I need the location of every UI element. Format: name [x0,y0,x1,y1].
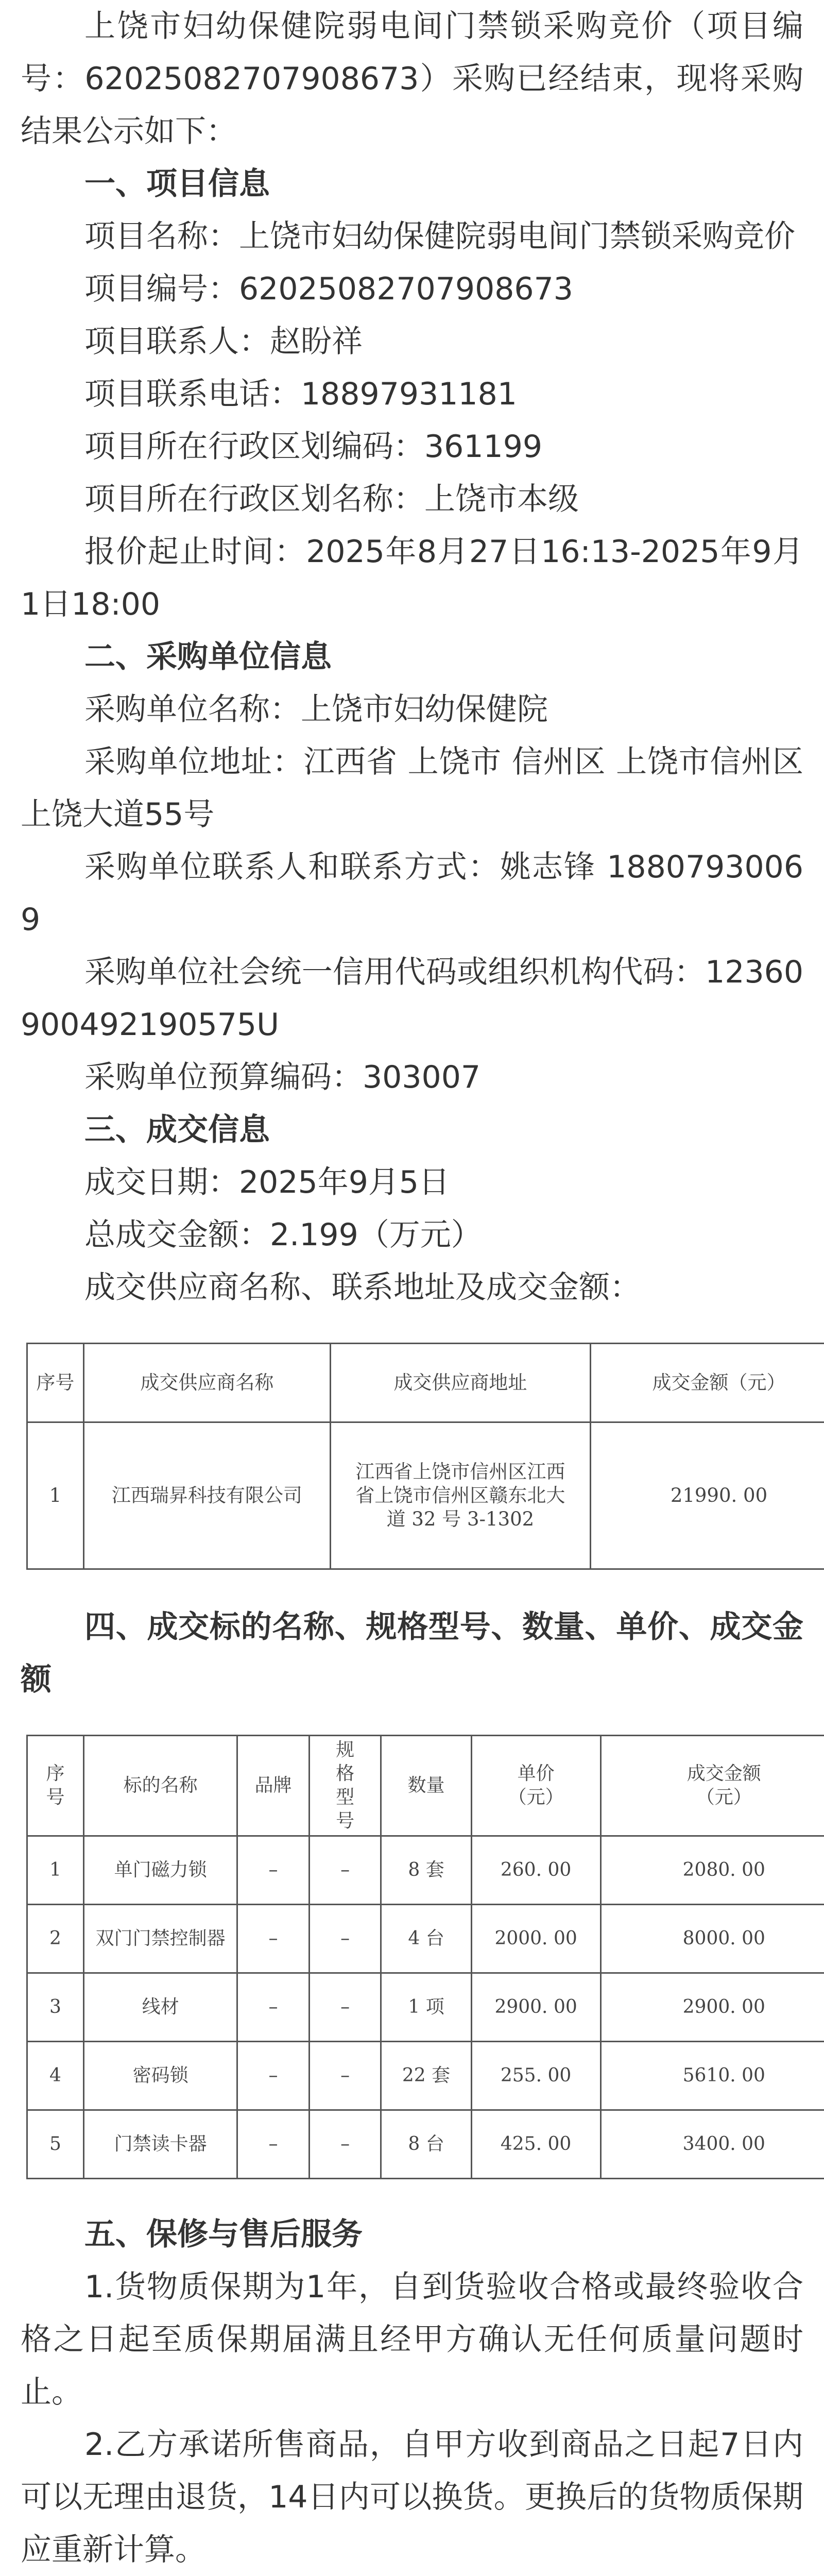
warranty-item-2: 2.乙方承诺所售商品，自甲方收到商品之日起7日内可以无理由退货，14日内可以换货。更换后的货物质保期应重新计算。 [21,2427,803,2568]
purchaser-budget-code: 采购单位预算编码：303007 [84,1059,481,1095]
section3-heading: 三、成交信息 [84,1112,270,1148]
header-cell: 成交金额（元） [590,1344,824,1422]
warranty-item-1: 1.货物质保期为1年，自到货验收合格或最终验收合格之日起至质保期届满且经甲方确认无任何质量问题时止。 [21,2269,803,2410]
item-brand: – [237,2042,309,2110]
item-brand: – [237,2110,309,2179]
region-name: 项目所在行政区划名称：上饶市本级 [84,481,579,517]
table-header-row [27,1344,824,1422]
table-row [27,1836,824,1905]
item-model: – [309,2042,381,2110]
table-header-row [27,1736,824,1836]
project-contact: 项目联系人：赵盼祥 [84,324,363,360]
row-number: 5 [27,2110,84,2179]
item-amount: 3400. 00 [600,2110,824,2179]
header-cell: 成交供应商地址 [330,1344,590,1422]
supplier-address: 江西省上饶市信州区江西省上饶市信州区赣东北大道 32 号 3-1302 [330,1422,590,1569]
item-unit-price: 2900. 00 [471,1973,600,2042]
purchaser-name: 采购单位名称：上饶市妇幼保健院 [84,691,548,727]
row-number: 2 [27,1905,84,1973]
items-table [26,1735,824,2179]
purchaser-credit-code: 采购单位社会统一信用代码或组织机构代码：12360900492190575U [21,954,803,1043]
item-amount: 5610. 00 [600,2042,824,2110]
header-cell: 数量 [381,1736,471,1836]
item-unit-price: 260. 00 [471,1836,600,1905]
item-name: 双门门禁控制器 [83,1905,237,1973]
header-cell: 单价（元） [471,1736,600,1836]
header-cell: 标的名称 [83,1736,237,1836]
purchaser-address: 采购单位地址：江西省 上饶市 信州区 上饶市信州区上饶大道55号 [21,744,803,833]
supplier-amount: 21990. 00 [590,1422,824,1569]
table-row [27,1905,824,1973]
total-amount: 总成交金额：2.199（万元） [84,1217,482,1253]
intro-paragraph: 上饶市妇幼保健院弱电间门禁锁采购竞价（项目编号：62025082707908673）采购已经结束，现将采购结果公示如下： [21,8,803,149]
item-quantity: 22 套 [381,2042,471,2110]
supplier-table-caption: 成交供应商名称、联系地址及成交金额： [84,1269,641,1306]
item-unit-price: 2000. 00 [471,1905,600,1973]
item-quantity: 1 项 [381,1973,471,2042]
row-number: 1 [27,1422,84,1569]
row-number: 1 [27,1836,84,1905]
project-name: 项目名称：上饶市妇幼保健院弱电间门禁锁采购竞价 [84,218,795,255]
item-model: – [309,1836,381,1905]
table-row [27,1973,824,2042]
item-quantity: 8 套 [381,1836,471,1905]
item-brand: – [237,1836,309,1905]
deal-date: 成交日期：2025年9月5日 [84,1164,450,1200]
row-number: 4 [27,2042,84,2110]
supplier-table [26,1343,824,1570]
section1-heading: 一、项目信息 [84,166,270,202]
table-row [27,2110,824,2179]
header-cell: 规格型号 [309,1736,381,1836]
project-phone: 项目联系电话：18897931181 [84,376,517,412]
item-name: 线材 [83,1973,237,2042]
item-name: 单门磁力锁 [83,1836,237,1905]
region-code: 项目所在行政区划编码：361199 [84,429,543,465]
header-cell: 序号 [27,1736,84,1836]
section5-heading: 五、保修与售后服务 [84,2216,363,2252]
item-brand: – [237,1973,309,2042]
item-name: 密码锁 [83,2042,237,2110]
quote-period: 报价起止时间：2025年8月27日16:13-2025年9月1日18:00 [21,534,803,622]
item-amount: 2080. 00 [600,1836,824,1905]
item-unit-price: 255. 00 [471,2042,600,2110]
row-number: 3 [27,1973,84,2042]
item-model: – [309,1905,381,1973]
item-model: – [309,2110,381,2179]
item-model: – [309,1973,381,2042]
item-amount: 2900. 00 [600,1973,824,2042]
supplier-name: 江西瑞昇科技有限公司 [83,1422,330,1569]
item-unit-price: 425. 00 [471,2110,600,2179]
item-quantity: 4 台 [381,1905,471,1973]
section2-heading: 二、采购单位信息 [84,639,332,675]
table-row [27,2042,824,2110]
item-amount: 8000. 00 [600,1905,824,1973]
project-number: 项目编号：62025082707908673 [84,271,573,307]
item-name: 门禁读卡器 [83,2110,237,2179]
header-cell: 品牌 [237,1736,309,1836]
header-cell: 成交金额（元） [600,1736,824,1836]
item-brand: – [237,1905,309,1973]
purchaser-contact: 采购单位联系人和联系方式：姚志锋 18807930069 [21,849,803,938]
header-cell: 成交供应商名称 [83,1344,330,1422]
table-row [27,1422,824,1569]
header-cell: 序号 [27,1344,84,1422]
section4-heading: 四、成交标的名称、规格型号、数量、单价、成交金额 [21,1609,803,1698]
item-quantity: 8 台 [381,2110,471,2179]
